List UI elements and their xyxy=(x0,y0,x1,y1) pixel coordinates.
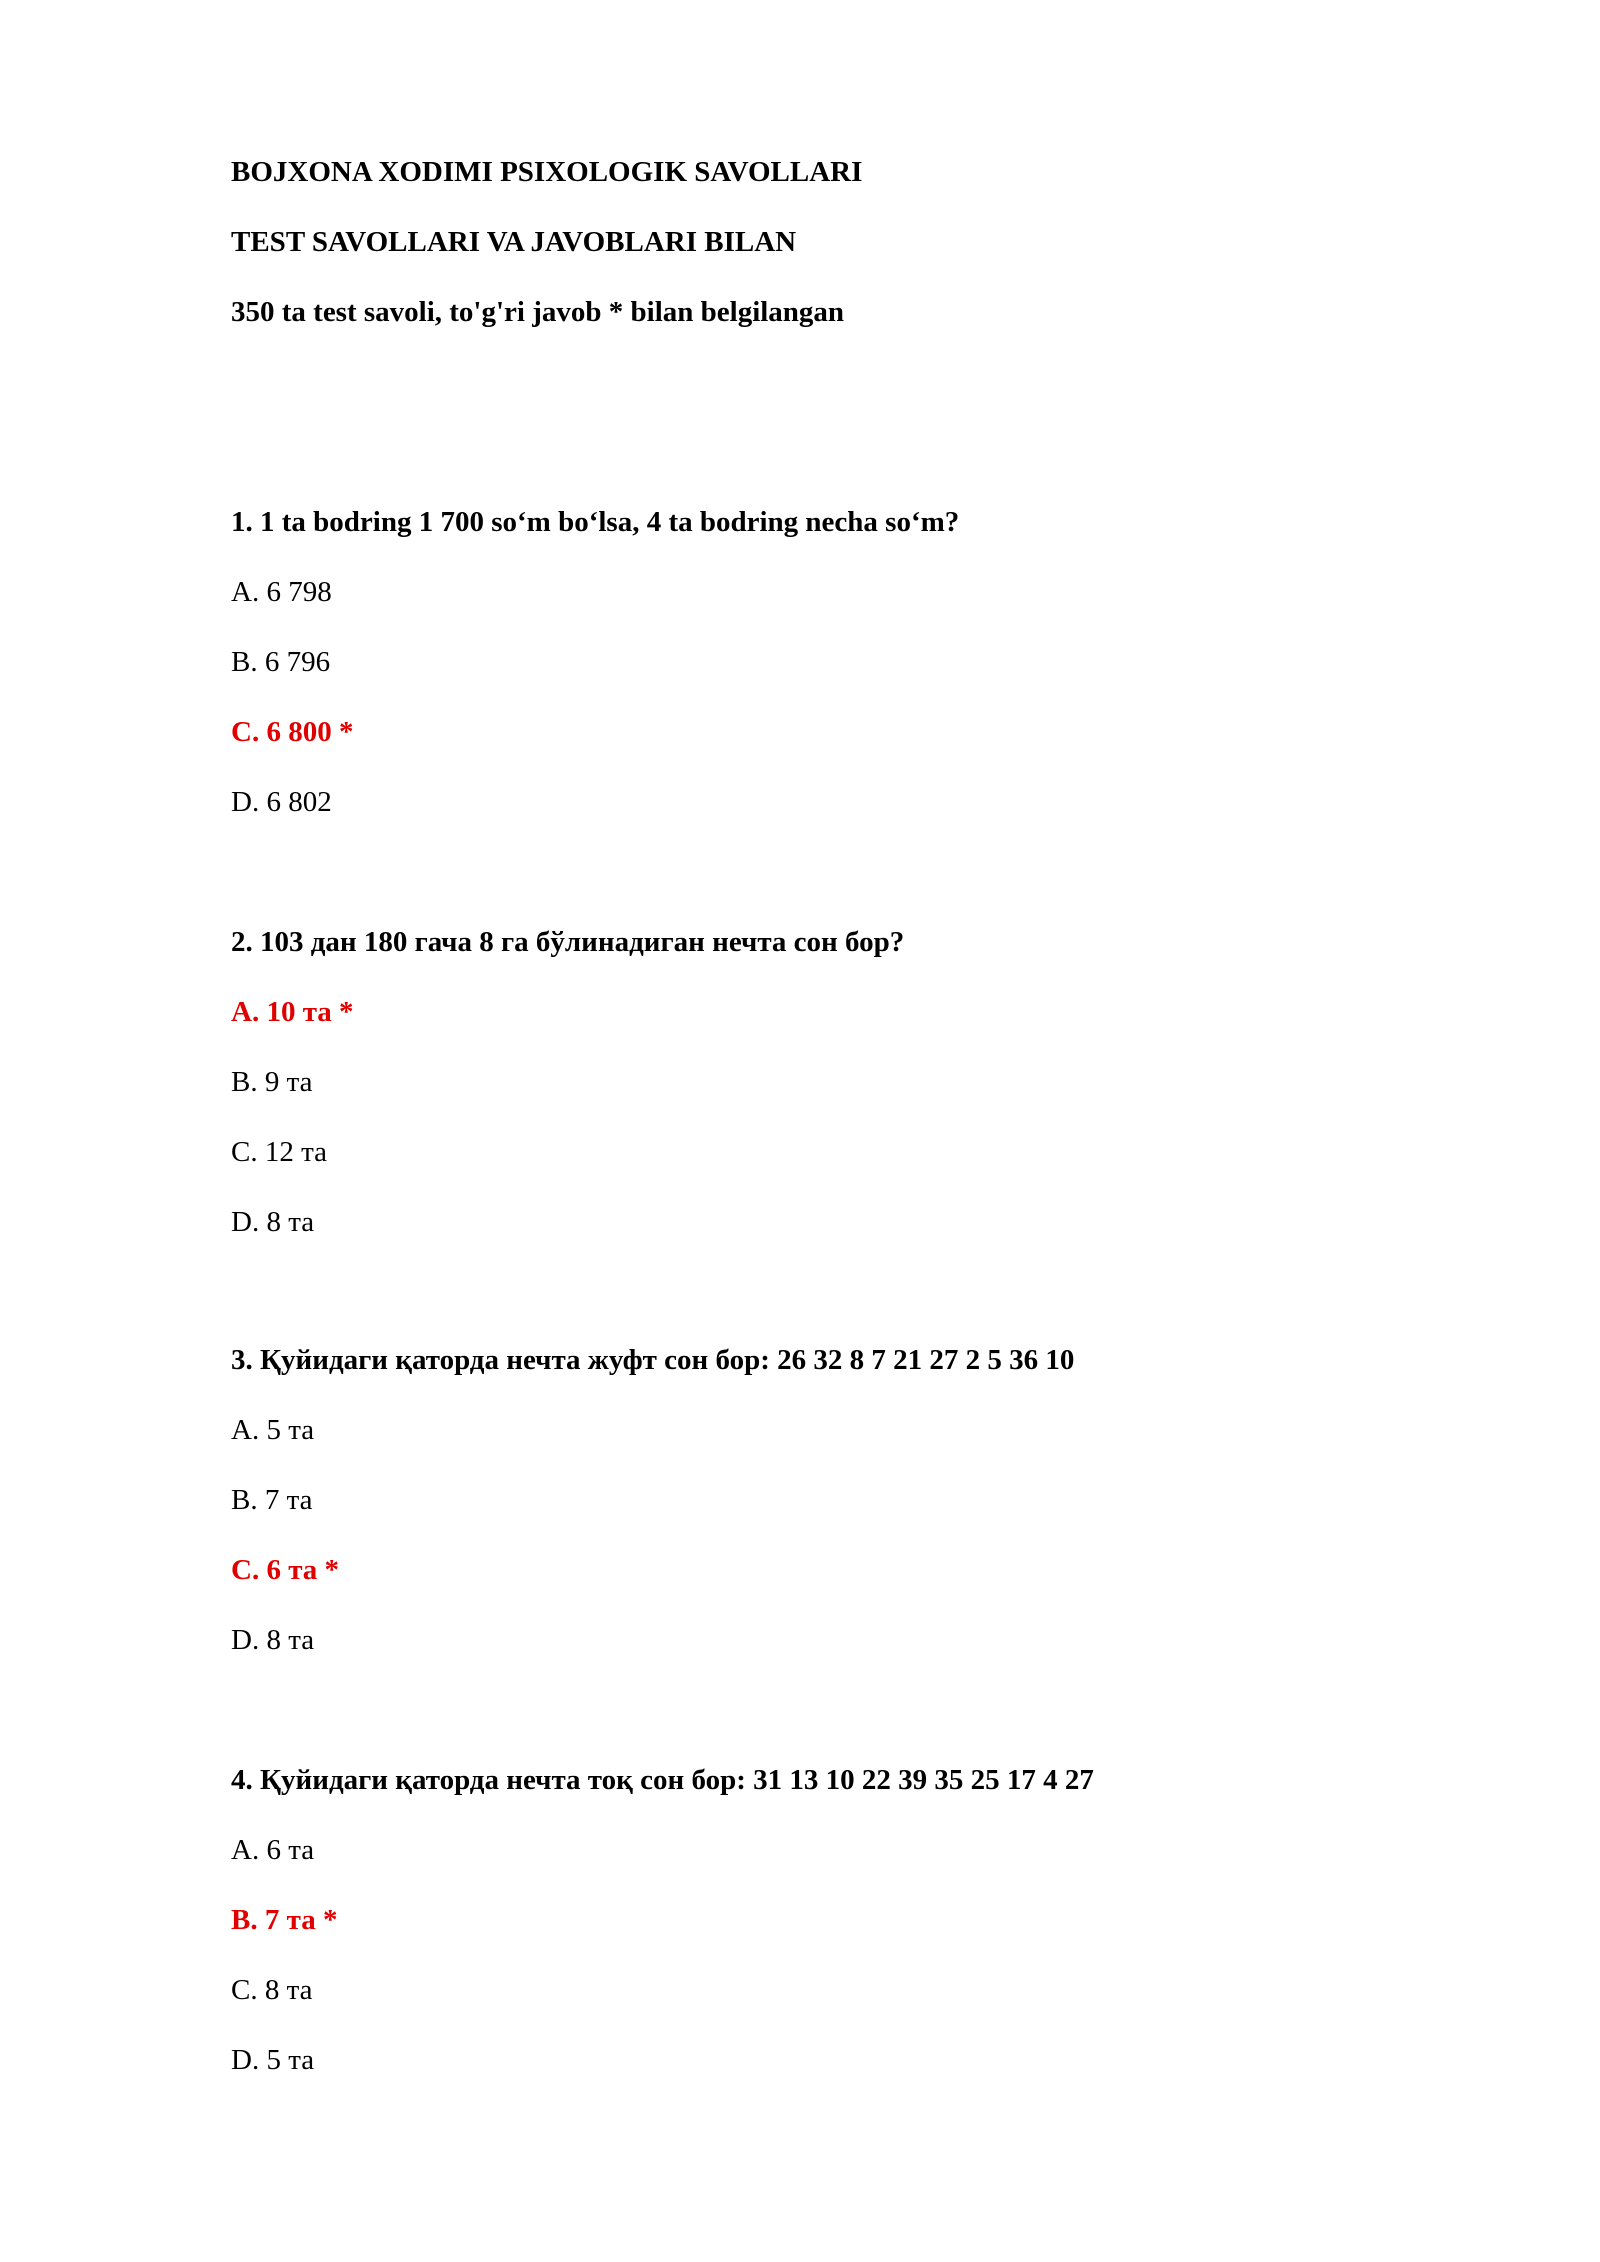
question-3-text: 3. Қуйидаги қаторда нечта жуфт сон бор: 26 32 8 7 21 27 2 5 36 10 xyxy=(231,1344,1075,1376)
question-3-option-b: B. 7 та xyxy=(231,1484,313,1516)
question-1-option-c-correct: C. 6 800 * xyxy=(231,716,354,748)
question-2-text: 2. 103 дан 180 гача 8 га бўлинадиган нечта сон бор? xyxy=(231,926,905,958)
question-1-text: 1. 1 ta bodring 1 700 so‘m bo‘lsa, 4 ta bodring necha so‘m? xyxy=(231,506,960,538)
question-2-option-c: C. 12 та xyxy=(231,1136,327,1168)
question-3-option-d: D. 8 та xyxy=(231,1624,315,1656)
question-3-option-c-correct: C. 6 та * xyxy=(231,1554,340,1586)
question-1-option-b: B. 6 796 xyxy=(231,646,331,678)
document-title: BOJXONA XODIMI PSIXOLOGIK SAVOLLARI xyxy=(231,156,863,188)
question-4-option-d: D. 5 та xyxy=(231,2044,315,2076)
question-1-option-a: A. 6 798 xyxy=(231,576,332,608)
question-2-option-d: D. 8 та xyxy=(231,1206,315,1238)
question-4-option-b-correct: B. 7 та * xyxy=(231,1904,338,1936)
question-4-option-c: C. 8 та xyxy=(231,1974,313,2006)
document-subtitle: TEST SAVOLLARI VA JAVOBLARI BILAN xyxy=(231,226,797,258)
question-2-option-a-correct: A. 10 та * xyxy=(231,996,354,1028)
question-4-text: 4. Қуйидаги қаторда нечта тоқ сон бор: 31 13 10 22 39 35 25 17 4 27 xyxy=(231,1764,1094,1796)
question-2-option-b: B. 9 та xyxy=(231,1066,313,1098)
question-4-option-a: A. 6 та xyxy=(231,1834,315,1866)
question-1-option-d: D. 6 802 xyxy=(231,786,332,818)
question-3-option-a: A. 5 та xyxy=(231,1414,315,1446)
document-note: 350 ta test savoli, to'g'ri javob * bilan belgilangan xyxy=(231,296,845,328)
